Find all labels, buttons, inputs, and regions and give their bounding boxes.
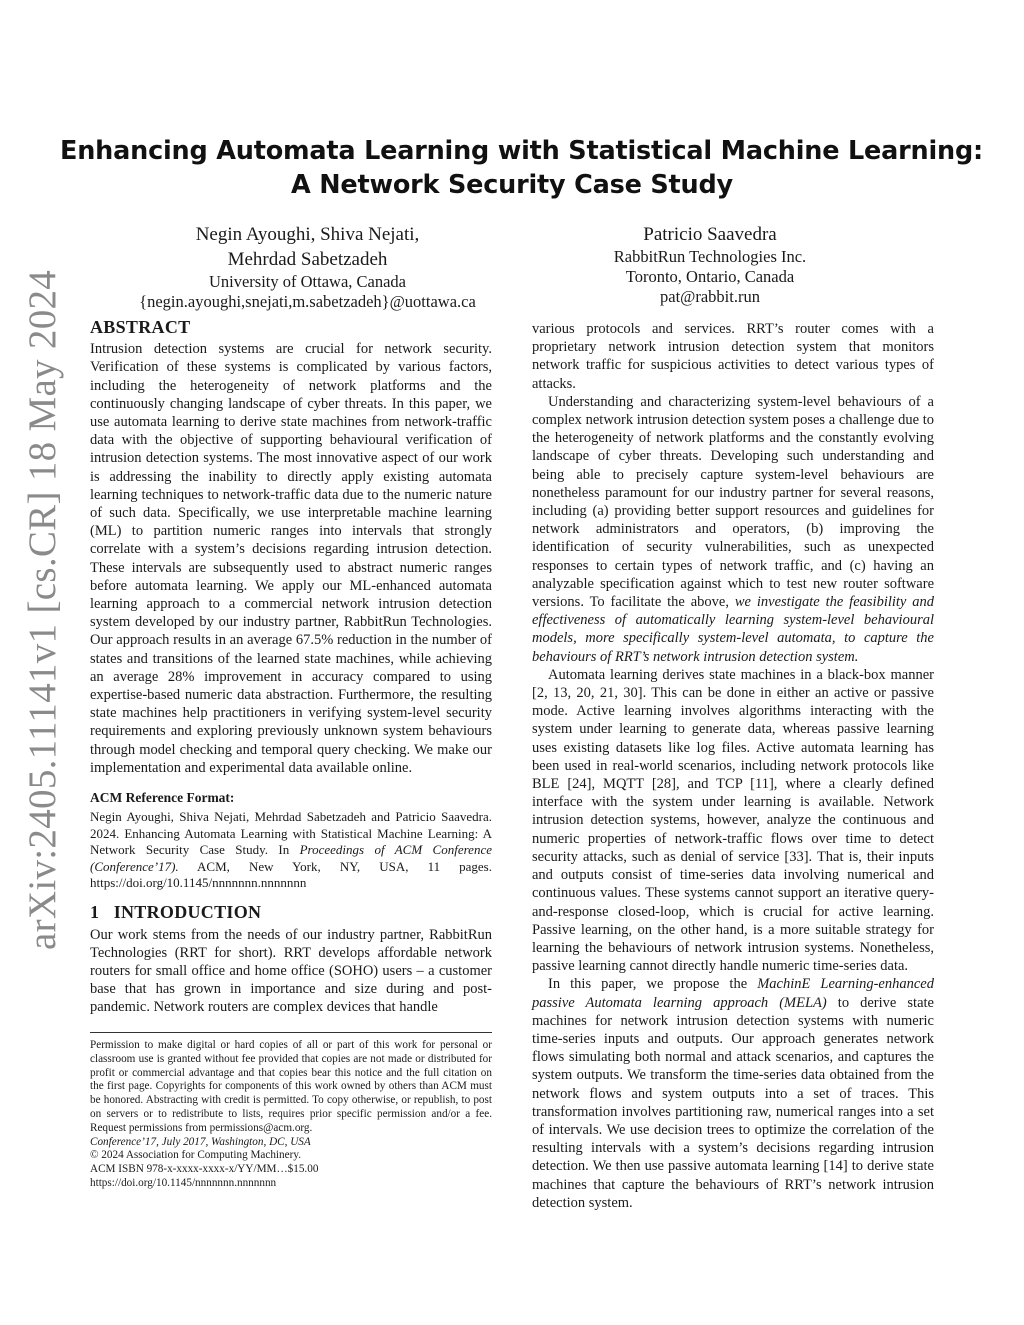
doi-link[interactable]: https://doi.org/10.1145/nnnnnnn.nnnnnnn xyxy=(90,1176,277,1189)
acm-ref-proceedings: Proceedings of ACM Conference (Conference’17). xyxy=(90,842,492,874)
mela-definition: MachinE Learning-enhanced passive Automata learning approach (MELA) xyxy=(532,976,934,1011)
acm-ref-text xyxy=(90,809,492,891)
right-para-4-start: In this paper, we propose the xyxy=(548,976,758,993)
author-company: RabbitRun Technologies Inc. xyxy=(613,247,807,266)
title-line-2: A Network Security Case Study xyxy=(291,170,733,200)
author-name: Patricio Saavedra xyxy=(643,224,777,245)
copyright-footnote xyxy=(90,1032,492,1191)
author-email: pat@rabbit.run xyxy=(660,287,760,306)
right-para-2 xyxy=(532,393,934,666)
right-para-3: Automata learning derives state machines in a black-box manner [2, 13, 20, 21, 30]. This can be done in either an active or passive mode. Active learning involves algorithms interacting with the system under learning to generate data, whereas passive learning uses existing datasets like log files. Active automata learning has been used in real-world scenarios, including network protocols like BLE [24], MQTT [28], and TCP [11], where a clearly defined interface with the system under learning is available. Network intrusion detection systems, however, analyze the continuous and numeric properties of network-traffic flows over time to detect security attacks, such as denial of service [33]. That is, their inputs and outputs consist of time-series data involving numerical and continuous values. These systems cannot support an iterative query-and-response closed-loop, which is crucial for active learning. Passive learning, on the other hand, is a more suitable strategy for learning the behaviours of network intrusion systems. Nonetheless, passive learning cannot directly handle numeric time-series data. xyxy=(532,666,934,975)
author-email: {negin.ayoughi,snejati,m.sabetzadeh}@uottawa.ca xyxy=(139,292,476,311)
acm-ref-part-2: ACM, New York, NY, USA, 11 pages. https://doi.org/10.1145/nnnnnnn.nnnnnnn xyxy=(90,858,492,890)
arxiv-stamp: arXiv:2405.11141v1 [cs.CR] 18 May 2024 xyxy=(21,269,64,950)
author-location: Toronto, Ontario, Canada xyxy=(625,267,795,286)
isbn-line: ACM ISBN 978-x-xxxx-xxxx-x/YY/MM…$15.00 xyxy=(90,1163,319,1176)
abstract-heading: ABSTRACT xyxy=(90,317,191,337)
introduction-para-1: Our work stems from the needs of our industry partner, RabbitRun Technologies (RRT for short). RRT develops affordable network routers for small office and home office (SOHO) users – a customer base that has grown in importance and size during and post-pandemic. Network routers are complex devices that handle xyxy=(90,926,492,1016)
author-block-right xyxy=(560,222,860,307)
right-para-4 xyxy=(532,975,934,1212)
copyright-line: © 2024 Association for Computing Machinery. xyxy=(90,1149,301,1162)
conference-info: Conference’17, July 2017, Washington, DC, USA xyxy=(90,1135,311,1148)
title-line-1: Enhancing Automata Learning with Statistical Machine Learning: xyxy=(60,136,983,166)
right-para-1: various protocols and services. RRT’s router comes with a proprietary network intrusion detection system that monitors network traffic for suspicious activities to detect various types of attacks. xyxy=(532,321,934,392)
right-para-4-rest: to derive state machines for network intrusion detection systems with numeric time-series inputs and outputs. Our approach generates network flows simulating both normal and attack scenarios, and captures the system outputs. We transform the time-series data obtained from the network flows and system outputs into a set of traces. This transformation involves partitioning raw, numerical ranges into a set of intervals. We use decision trees to optimize the correlation of the resulting intervals with a system’s decisions regarding intrusion detection. We then use passive automata learning [14] to derive state machines that capture the behaviours of RRT’s network intrusion detection system. xyxy=(532,994,934,1211)
author-names-line-1: Negin Ayoughi, Shiva Nejati, xyxy=(195,224,420,245)
left-column xyxy=(90,318,492,1017)
introduction-heading: 1 INTRODUCTION xyxy=(90,902,262,923)
author-affiliation: University of Ottawa, Canada xyxy=(208,272,407,291)
right-para-2-emphasis: we investigate the feasibility and effectiveness of automatically learning system-level behavioural models, more specifically system-level automata, to capture the behaviours of RRT’s network intrusion detection system. xyxy=(532,594,934,665)
right-para-2-text: Understanding and characterizing system-level behaviours of a complex network intrusion detection system poses a challenge due to the heterogeneity of network platforms and the constantly evolving landscape of cyber threats. Developing such understanding and being able to precisely capture system-level behaviours are nonetheless paramount for our industry partner for several reasons, including (a) providing better support resources and guidelines for network administrators and operators, (b) improving the identification of security vulnerabilities, such as unexpected responses to certain types of network traffic, and (c) having an analyzable specification against which to test new router software versions. To facilitate the above, xyxy=(532,393,934,611)
author-block-left xyxy=(110,222,505,312)
permission-notice: Permission to make digital or hard copies of all or part of this work for personal or classroom use is granted without fee provided that copies are not made or distributed for profit or commercial advantage and that copies bear this notice and the full citation on the first page. Copyrights for components of this work owned by others than ACM must be honored. Abstracting with credit is permitted. To copy otherwise, or republish, to post on servers or to redistribute to lists, requires prior specific permission and/or a fee. Request permissions from permissions@acm.org. xyxy=(90,1039,492,1134)
acm-ref-heading: ACM Reference Format: xyxy=(90,790,235,806)
abstract-text: Intrusion detection systems are crucial for network security. Verification of these systems is complicated by various factors, including the heterogeneity of network platforms and the continuously changing landscape of cyber threats. In this paper, we use automata learning to derive state machines from network-traffic data with the objective of supporting behavioural verification of intrusion detection systems. The most innovative aspect of our work is addressing the inability to directly apply existing automata learning techniques to network-traffic data due to the numeric nature of such data. Specifically, we use interpretable machine learning (ML) to partition numeric ranges into intervals that strongly correlate with a system’s decisions regarding intrusion detection. These intervals are subsequently used to abstract numeric ranges before automata learning. We apply our ML-enhanced automata learning approach to a commercial network intrusion detection system developed by our industry partner, RabbitRun Technologies. Our approach results in an average 67.5% reduction in the number of states and transitions of the learned state machines, while achieving an average 28% improvement in accuracy compared to using expertise-based numeric data abstraction. Furthermore, the resulting state machines help practitioners in verifying system-level security requirements and exploring previously unknown system behaviours through model checking and temporal query checking. We make our implementation and experimental data available online. xyxy=(90,341,492,776)
paper-title xyxy=(60,134,983,202)
author-names-line-2: Mehrdad Sabetzadeh xyxy=(227,249,388,270)
acm-ref-part-1: Negin Ayoughi, Shiva Nejati, Mehrdad Sabetzadeh and Patricio Saavedra. 2024. Enhancing Automata Learning with Statistical Machine Learning: A Network Security Case Study. In xyxy=(90,809,492,858)
right-column xyxy=(532,320,934,1212)
